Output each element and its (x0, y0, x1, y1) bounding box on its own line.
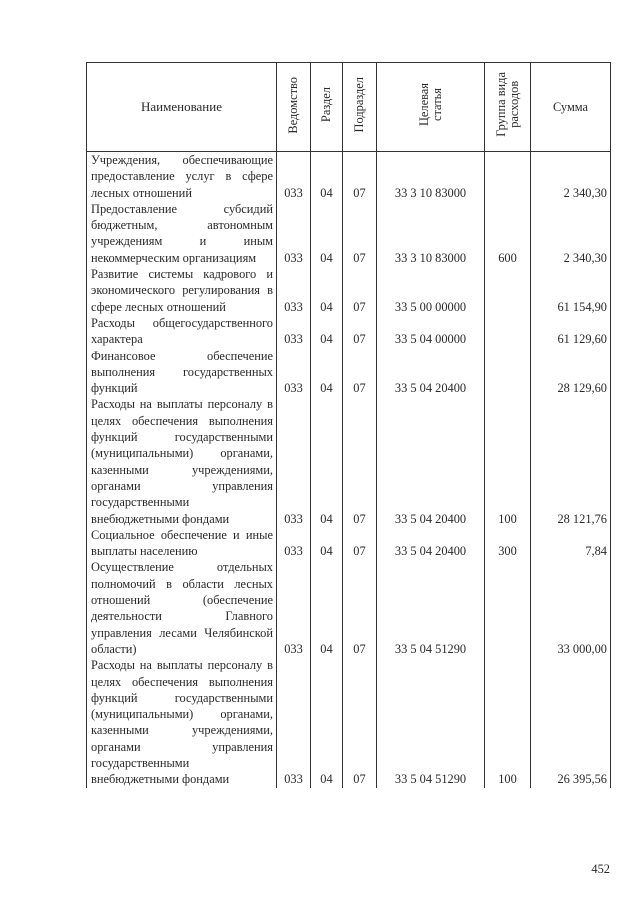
row-name: Социальное обеспечение и иные выплаты населению (87, 527, 277, 560)
row-expense-group: 100 (485, 396, 531, 526)
row-target-item: 33 5 04 51290 (377, 559, 485, 657)
row-expense-group: 100 (485, 657, 531, 787)
row-expense-group: 600 (485, 201, 531, 266)
header-name: Наименование (87, 63, 277, 152)
row-subsection: 07 (343, 527, 377, 560)
row-target-item: 33 5 04 51290 (377, 657, 485, 787)
table-row (87, 559, 611, 657)
table-row (87, 315, 611, 348)
table-row (87, 348, 611, 397)
row-name: Предоставление субсидий бюджетным, автономным учреждениям и иным некоммерческим организациям (87, 201, 277, 266)
row-amount: 26 395,56 (531, 657, 611, 787)
row-amount: 28 129,60 (531, 348, 611, 397)
row-name: Расходы на выплаты персоналу в целях обеспечения выполнения функций государственными (муниципальными) органами, казенными учреждениями, органами управления государственными внебюджетными фондами (87, 396, 277, 526)
row-subsection: 07 (343, 657, 377, 787)
row-department: 033 (277, 266, 311, 315)
row-section: 04 (311, 201, 343, 266)
table-header-row (87, 63, 611, 152)
row-name: Учреждения, обеспечивающие предоставление услуг в сфере лесных отношений (87, 152, 277, 201)
row-section: 04 (311, 348, 343, 397)
row-department: 033 (277, 657, 311, 787)
table-row (87, 266, 611, 315)
row-subsection: 07 (343, 152, 377, 201)
row-department: 033 (277, 348, 311, 397)
row-target-item: 33 3 10 83000 (377, 201, 485, 266)
row-amount: 28 121,76 (531, 396, 611, 526)
row-section: 04 (311, 266, 343, 315)
header-subsection: Подраздел (343, 63, 377, 152)
row-department: 033 (277, 201, 311, 266)
row-department: 033 (277, 527, 311, 560)
header-amount: Сумма (531, 63, 611, 152)
row-name: Расходы на выплаты персоналу в целях обеспечения выполнения функций государственными (муниципальными) органами, казенными учреждениями, органами управления государственными внебюджетными фондами (87, 657, 277, 787)
table-row (87, 152, 611, 201)
row-subsection: 07 (343, 315, 377, 348)
row-name: Осуществление отдельных полномочий в области лесных отношений (обеспечение деятельности Главного управления лесами Челябинской области) (87, 559, 277, 657)
table-row (87, 201, 611, 266)
row-amount: 7,84 (531, 527, 611, 560)
row-name: Развитие системы кадрового и экономического регулирования в сфере лесных отношений (87, 266, 277, 315)
row-department: 033 (277, 152, 311, 201)
row-section: 04 (311, 396, 343, 526)
row-target-item: 33 5 04 20400 (377, 527, 485, 560)
row-target-item: 33 5 04 00000 (377, 315, 485, 348)
row-department: 033 (277, 315, 311, 348)
header-target-item: Целевая статья (377, 63, 485, 152)
header-expense-group: Группа вида расходов (485, 63, 531, 152)
row-expense-group (485, 152, 531, 201)
row-expense-group (485, 559, 531, 657)
row-subsection: 07 (343, 201, 377, 266)
table-row (87, 527, 611, 560)
row-expense-group (485, 315, 531, 348)
table-row (87, 396, 611, 526)
row-amount: 61 154,90 (531, 266, 611, 315)
table-row (87, 657, 611, 787)
row-subsection: 07 (343, 348, 377, 397)
page-number: 452 (591, 862, 610, 876)
row-section: 04 (311, 152, 343, 201)
row-expense-group (485, 266, 531, 315)
row-amount: 61 129,60 (531, 315, 611, 348)
row-section: 04 (311, 559, 343, 657)
row-amount: 2 340,30 (531, 152, 611, 201)
row-amount: 33 000,00 (531, 559, 611, 657)
header-department: Ведомство (277, 63, 311, 152)
row-name: Расходы общегосударственного характера (87, 315, 277, 348)
row-section: 04 (311, 315, 343, 348)
row-subsection: 07 (343, 396, 377, 526)
row-target-item: 33 3 10 83000 (377, 152, 485, 201)
row-amount: 2 340,30 (531, 201, 611, 266)
row-target-item: 33 5 04 20400 (377, 396, 485, 526)
row-subsection: 07 (343, 266, 377, 315)
row-expense-group: 300 (485, 527, 531, 560)
row-target-item: 33 5 04 20400 (377, 348, 485, 397)
header-section: Раздел (311, 63, 343, 152)
row-subsection: 07 (343, 559, 377, 657)
budget-table (86, 62, 611, 788)
row-name: Финансовое обеспечение выполнения государственных функций (87, 348, 277, 397)
row-section: 04 (311, 527, 343, 560)
row-section: 04 (311, 657, 343, 787)
row-target-item: 33 5 00 00000 (377, 266, 485, 315)
row-expense-group (485, 348, 531, 397)
row-department: 033 (277, 396, 311, 526)
row-department: 033 (277, 559, 311, 657)
